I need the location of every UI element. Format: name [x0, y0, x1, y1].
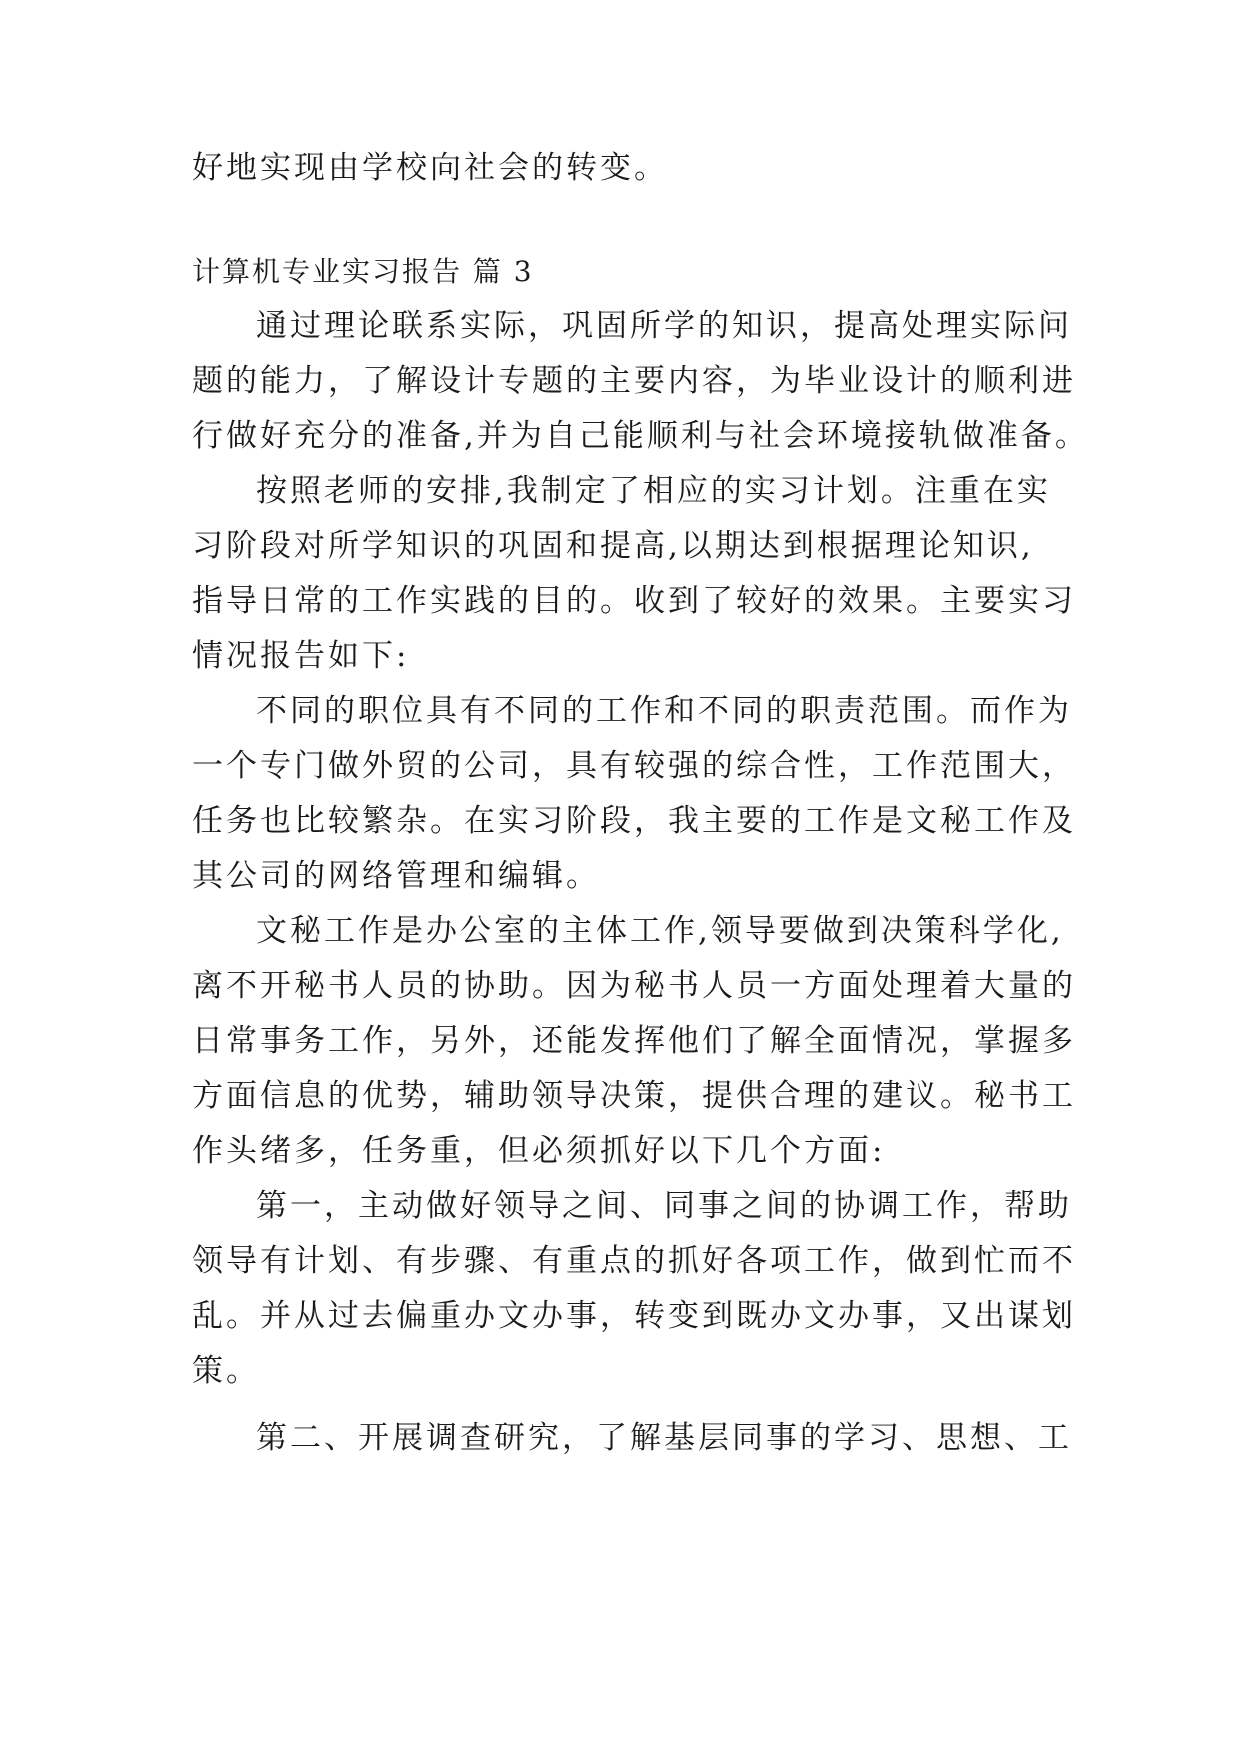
paragraph-1-line-3: 行做好充分的准备,并为自己能顺利与社会环境接轨做准备。: [192, 418, 1089, 454]
paragraph-5-line-4: 策。: [192, 1353, 260, 1389]
paragraph-5-line-1: 第一，主动做好领导之间、同事之间的协调工作，帮助: [256, 1188, 1072, 1224]
lead-line: 好地实现由学校向社会的转变。: [192, 150, 668, 186]
paragraph-6-line-1: 第二、开展调查研究，了解基层同事的学习、思想、工: [256, 1420, 1072, 1456]
paragraph-4-line-4: 方面信息的优势，辅助领导决策，提供合理的建议。秘书工: [192, 1078, 1076, 1114]
paragraph-4-line-5: 作头绪多，任务重，但必须抓好以下几个方面:: [192, 1133, 886, 1169]
paragraph-4-line-3: 日常事务工作，另外，还能发挥他们了解全面情况，掌握多: [192, 1023, 1076, 1059]
paragraph-2-line-4: 情况报告如下:: [192, 638, 410, 674]
paragraph-5-line-3: 乱。并从过去偏重办文办事，转变到既办文办事，又出谋划: [192, 1298, 1076, 1334]
paragraph-1-line-1: 通过理论联系实际，巩固所学的知识，提高处理实际问: [256, 308, 1072, 344]
paragraph-2-line-3: 指导日常的工作实践的目的。收到了较好的效果。主要实习: [192, 583, 1076, 619]
paragraph-4-line-1: 文秘工作是办公室的主体工作,领导要做到决策科学化,: [256, 913, 1064, 949]
paragraph-1-line-2: 题的能力，了解设计专题的主要内容，为毕业设计的顺利进: [192, 363, 1076, 399]
paragraph-5-line-2: 领导有计划、有步骤、有重点的抓好各项工作，做到忙而不: [192, 1243, 1076, 1279]
paragraph-2-line-1: 按照老师的安排,我制定了相应的实习计划。注重在实: [256, 473, 1051, 509]
section-title: 计算机专业实习报告 篇 3: [192, 255, 534, 288]
paragraph-2-line-2: 习阶段对所学知识的巩固和提高,以期达到根据理论知识,: [192, 528, 1034, 564]
paragraph-3-line-1: 不同的职位具有不同的工作和不同的职责范围。而作为: [256, 693, 1072, 729]
paragraph-4-line-2: 离不开秘书人员的协助。因为秘书人员一方面处理着大量的: [192, 968, 1076, 1004]
paragraph-3-line-4: 其公司的网络管理和编辑。: [192, 858, 600, 894]
paragraph-3-line-2: 一个专门做外贸的公司，具有较强的综合性，工作范围大，: [192, 748, 1076, 784]
paragraph-3-line-3: 任务也比较繁杂。在实习阶段，我主要的工作是文秘工作及: [192, 803, 1076, 839]
